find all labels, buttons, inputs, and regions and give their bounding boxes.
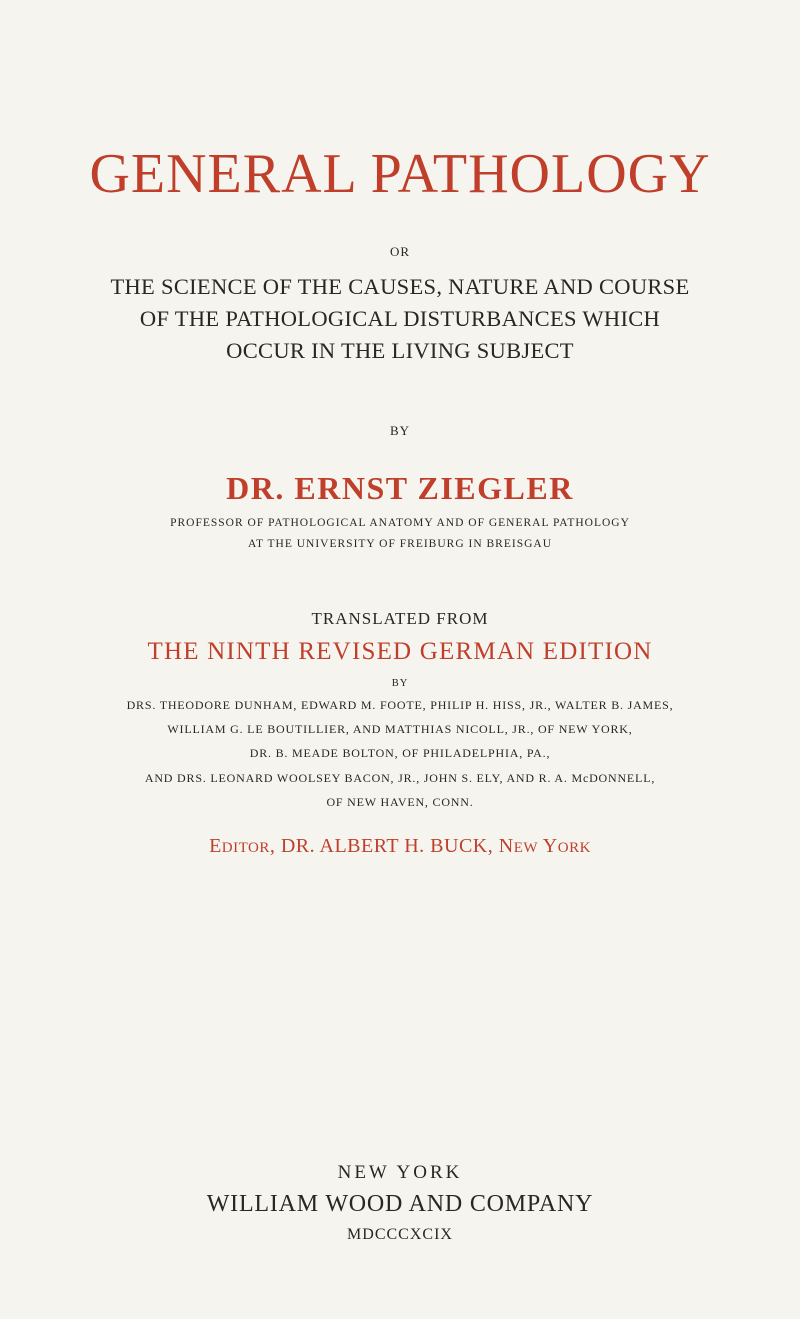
subtitle-line-3: OCCUR IN THE LIVING SUBJECT	[226, 338, 574, 363]
subtitle-line-1: THE SCIENCE OF THE CAUSES, NATURE AND COURSE	[110, 274, 690, 299]
or-connector: OR	[389, 244, 411, 259]
editor-city-initial-2: Y	[542, 835, 558, 857]
editor-comma: ,	[487, 835, 499, 857]
publisher-city: NEW YORK	[337, 1162, 463, 1183]
author-position-line-1: PROFESSOR OF PATHOLOGICAL ANATOMY AND OF GENERAL PATHOLOGY	[170, 517, 630, 529]
translators-line-4: AND DRS. LEONARD WOOLSEY BACON, JR., JOHN S. ELY, AND R. A. McDONNELL,	[144, 771, 656, 785]
editor-line	[0, 835, 800, 858]
editor-city-initial-1: N	[498, 835, 514, 857]
translators-by-label: BY	[391, 678, 409, 689]
book-title: GENERAL PATHOLOGY	[89, 143, 711, 205]
by-label: BY	[389, 423, 411, 438]
editor-name: DR. ALBERT H. BUCK	[280, 835, 488, 857]
author-position-line-2: AT THE UNIVERSITY OF FREIBURG IN BREISGAU	[247, 538, 553, 550]
translators-line-1: DRS. THEODORE DUNHAM, EDWARD M. FOOTE, PHILIP H. HISS, JR., WALTER B. JAMES,	[126, 698, 674, 712]
subtitle-line-2: OF THE PATHOLOGICAL DISTURBANCES WHICH	[139, 306, 661, 331]
editor-separator: ,	[269, 835, 281, 857]
editor-label-initial: E	[209, 835, 222, 857]
publisher-name: WILLIAM WOOD AND COMPANY	[206, 1191, 594, 1217]
author-name: DR. ERNST ZIEGLER	[226, 470, 574, 506]
editor-city-rest-2: ORK	[557, 840, 591, 856]
translators-line-3: DR. B. MEADE BOLTON, OF PHILADELPHIA, PA.,	[249, 746, 551, 760]
edition-title: THE NINTH REVISED GERMAN EDITION	[147, 638, 653, 665]
editor-city-rest-1: EW	[513, 840, 539, 856]
translated-from-label: TRANSLATED FROM	[311, 609, 489, 628]
publication-year: MDCCCXCIX	[347, 1226, 453, 1243]
editor-label-rest: DITOR	[221, 840, 270, 856]
translators-line-5: OF NEW HAVEN, CONN.	[326, 795, 474, 809]
translators-line-2: WILLIAM G. LE BOUTILLIER, AND MATTHIAS NICOLL, JR., OF NEW YORK,	[167, 722, 633, 736]
